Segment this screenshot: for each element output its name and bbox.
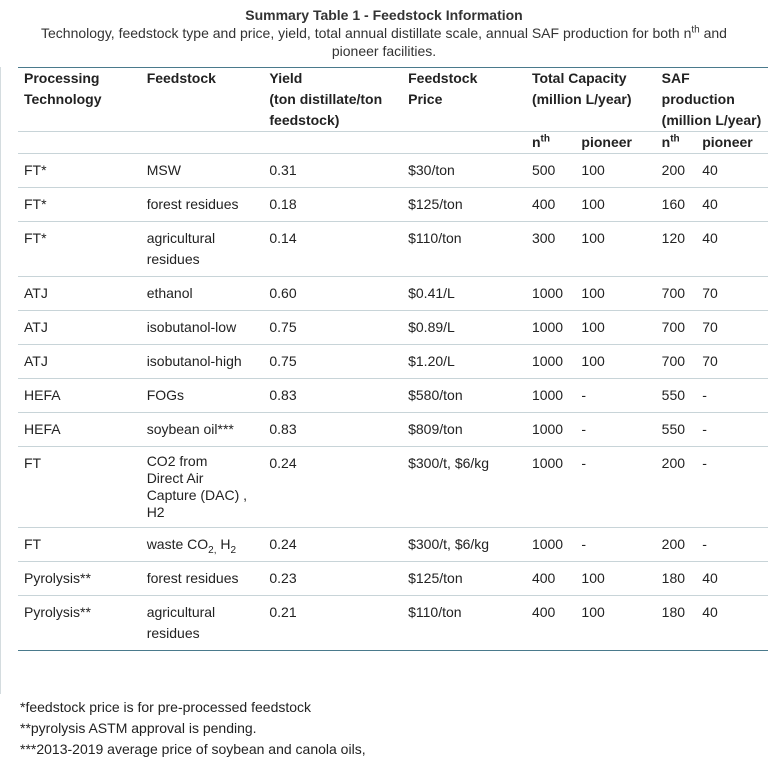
cell-tech: Pyrolysis** <box>18 596 141 651</box>
cell-cap-nth: 400 <box>526 562 575 596</box>
subheader-saf-pioneer: pioneer <box>696 132 768 154</box>
cell-price: $110/ton <box>402 596 526 651</box>
cell-saf-nth: 180 <box>656 596 697 651</box>
cell-saf-pioneer: 40 <box>696 562 768 596</box>
subtitle-text-line2: pioneer facilities. <box>331 43 437 59</box>
cell-saf-nth: 200 <box>656 154 697 188</box>
cell-tech: HEFA <box>18 379 141 413</box>
cell-saf-pioneer: - <box>696 413 768 447</box>
cell-cap-pioneer: 100 <box>575 345 655 379</box>
cell-saf-pioneer: 70 <box>696 277 768 311</box>
table-row <box>18 562 768 596</box>
cell-saf-pioneer: 40 <box>696 222 768 277</box>
cell-cap-nth: 1000 <box>526 345 575 379</box>
cell-saf-nth: 700 <box>656 345 697 379</box>
cell-feedstock: soybean oil*** <box>141 413 264 447</box>
cell-yield: 0.60 <box>263 277 402 311</box>
cell-saf-pioneer: - <box>696 447 768 528</box>
cell-yield: 0.31 <box>263 154 402 188</box>
cell-feedstock: CO2 from Direct Air Capture (DAC) , H2 <box>141 447 264 528</box>
cell-yield: 0.24 <box>263 447 402 528</box>
cell-price: $580/ton <box>402 379 526 413</box>
table-row <box>18 277 768 311</box>
cell-saf-nth: 200 <box>656 447 697 528</box>
cell-yield: 0.83 <box>263 413 402 447</box>
header-processing: Processing Technology <box>18 68 141 132</box>
cell-tech: HEFA <box>18 413 141 447</box>
cell-feedstock: waste $CO_{2,}$ $H_2$ <box>141 528 264 562</box>
cell-feedstock: isobutanol-high <box>141 345 264 379</box>
cell-yield: 0.21 <box>263 596 402 651</box>
table-title: Summary Table 1 - Feedstock Information <box>245 7 523 23</box>
table-row <box>18 188 768 222</box>
cell-yield: 0.75 <box>263 311 402 345</box>
subtitle-text-end: and <box>699 25 727 41</box>
cell-saf-nth: 700 <box>656 277 697 311</box>
cell-cap-nth: 1000 <box>526 311 575 345</box>
cell-saf-nth: 180 <box>656 562 697 596</box>
cell-feedstock: FOGs <box>141 379 264 413</box>
cell-saf-nth: 700 <box>656 311 697 345</box>
cell-price: $1.20/L <box>402 345 526 379</box>
cell-yield: 0.18 <box>263 188 402 222</box>
cell-cap-pioneer: 100 <box>575 277 655 311</box>
cell-cap-pioneer: 100 <box>575 154 655 188</box>
subheader-cap-pioneer: pioneer <box>575 132 655 154</box>
cell-feedstock: MSW <box>141 154 264 188</box>
footnote: **pyrolysis ASTM approval is pending. <box>20 720 257 736</box>
header-capacity: Total Capacity (million L/year) <box>526 68 656 132</box>
cell-price: $300/t, $6/kg <box>402 447 526 528</box>
table-row <box>18 447 768 528</box>
cell-tech: Pyrolysis** <box>18 562 141 596</box>
cell-saf-nth: 550 <box>656 379 697 413</box>
footnote: ***2013-2019 average price of soybean and canola oils, <box>20 741 366 757</box>
left-border <box>0 67 1 694</box>
cell-saf-pioneer: 40 <box>696 596 768 651</box>
subtitle-sup: th <box>691 24 700 36</box>
cell-saf-pioneer: 40 <box>696 188 768 222</box>
cell-yield: 0.83 <box>263 379 402 413</box>
cell-cap-pioneer: 100 <box>575 311 655 345</box>
cell-cap-pioneer: 100 <box>575 562 655 596</box>
table-row <box>18 379 768 413</box>
header-yield: Yield (ton distillate/ton feedstock) <box>263 68 402 132</box>
cell-saf-nth: 120 <box>656 222 697 277</box>
cell-cap-nth: 500 <box>526 154 575 188</box>
header-saf: SAF production (million L/year) <box>656 68 768 132</box>
feedstock-table <box>18 67 768 651</box>
cell-price: $110/ton <box>402 222 526 277</box>
table-subtitle <box>0 24 768 60</box>
cell-tech: FT* <box>18 222 141 277</box>
table-row <box>18 154 768 188</box>
cell-price: $0.41/L <box>402 277 526 311</box>
cell-saf-pioneer: 70 <box>696 311 768 345</box>
cell-cap-pioneer: - <box>575 528 655 562</box>
cell-cap-nth: 1000 <box>526 379 575 413</box>
cell-cap-pioneer: - <box>575 379 655 413</box>
cell-feedstock: forest residues <box>141 188 264 222</box>
cell-cap-nth: 400 <box>526 188 575 222</box>
cell-saf-nth: 200 <box>656 528 697 562</box>
subtitle-text: Technology, feedstock type and price, yield, total annual distillate scale, annual SAF production for both n <box>41 25 692 41</box>
cell-cap-pioneer: 100 <box>575 222 655 277</box>
subheader-saf-nth: $n^{th}$ <box>656 132 697 154</box>
cell-saf-pioneer: 70 <box>696 345 768 379</box>
table-row <box>18 596 768 651</box>
subheader-row <box>18 132 768 154</box>
cell-yield: 0.75 <box>263 345 402 379</box>
cell-tech: ATJ <box>18 277 141 311</box>
cell-price: $30/ton <box>402 154 526 188</box>
cell-cap-nth: 1000 <box>526 413 575 447</box>
cell-yield: 0.23 <box>263 562 402 596</box>
cell-cap-nth: 300 <box>526 222 575 277</box>
table-row <box>18 413 768 447</box>
cell-cap-nth: 1000 <box>526 277 575 311</box>
header-feedstock: Feedstock <box>141 68 264 132</box>
cell-saf-pioneer: - <box>696 379 768 413</box>
table-row <box>18 311 768 345</box>
cell-yield: 0.24 <box>263 528 402 562</box>
cell-cap-nth: 1000 <box>526 528 575 562</box>
cell-yield: 0.14 <box>263 222 402 277</box>
table-caption <box>0 0 768 60</box>
cell-price: $125/ton <box>402 562 526 596</box>
header-row <box>18 68 768 132</box>
cell-cap-pioneer: - <box>575 447 655 528</box>
table-row <box>18 222 768 277</box>
cell-cap-pioneer: 100 <box>575 188 655 222</box>
cell-feedstock: forest residues <box>141 562 264 596</box>
table-row <box>18 528 768 562</box>
cell-tech: FT <box>18 447 141 528</box>
cell-price: $809/ton <box>402 413 526 447</box>
cell-tech: FT* <box>18 188 141 222</box>
table-row <box>18 345 768 379</box>
cell-feedstock: isobutanol-low <box>141 311 264 345</box>
cell-price: $300/t, $6/kg <box>402 528 526 562</box>
cell-feedstock: agricultural residues <box>141 596 264 651</box>
footnotes <box>20 697 366 760</box>
cell-tech: FT <box>18 528 141 562</box>
cell-tech: ATJ <box>18 311 141 345</box>
cell-feedstock: agricultural residues <box>141 222 264 277</box>
footnote: *feedstock price is for pre-processed feedstock <box>20 699 312 715</box>
cell-cap-pioneer: - <box>575 413 655 447</box>
cell-saf-nth: 550 <box>656 413 697 447</box>
cell-saf-pioneer: - <box>696 528 768 562</box>
cell-tech: ATJ <box>18 345 141 379</box>
cell-tech: FT* <box>18 154 141 188</box>
cell-cap-nth: 400 <box>526 596 575 651</box>
subheader-cap-nth: $n^{th}$ <box>526 132 575 154</box>
cell-price: $125/ton <box>402 188 526 222</box>
cell-saf-nth: 160 <box>656 188 697 222</box>
cell-saf-pioneer: 40 <box>696 154 768 188</box>
cell-cap-pioneer: 100 <box>575 596 655 651</box>
cell-price: $0.89/L <box>402 311 526 345</box>
header-price: Feedstock Price <box>402 68 526 132</box>
cell-feedstock: ethanol <box>141 277 264 311</box>
cell-cap-nth: 1000 <box>526 447 575 528</box>
